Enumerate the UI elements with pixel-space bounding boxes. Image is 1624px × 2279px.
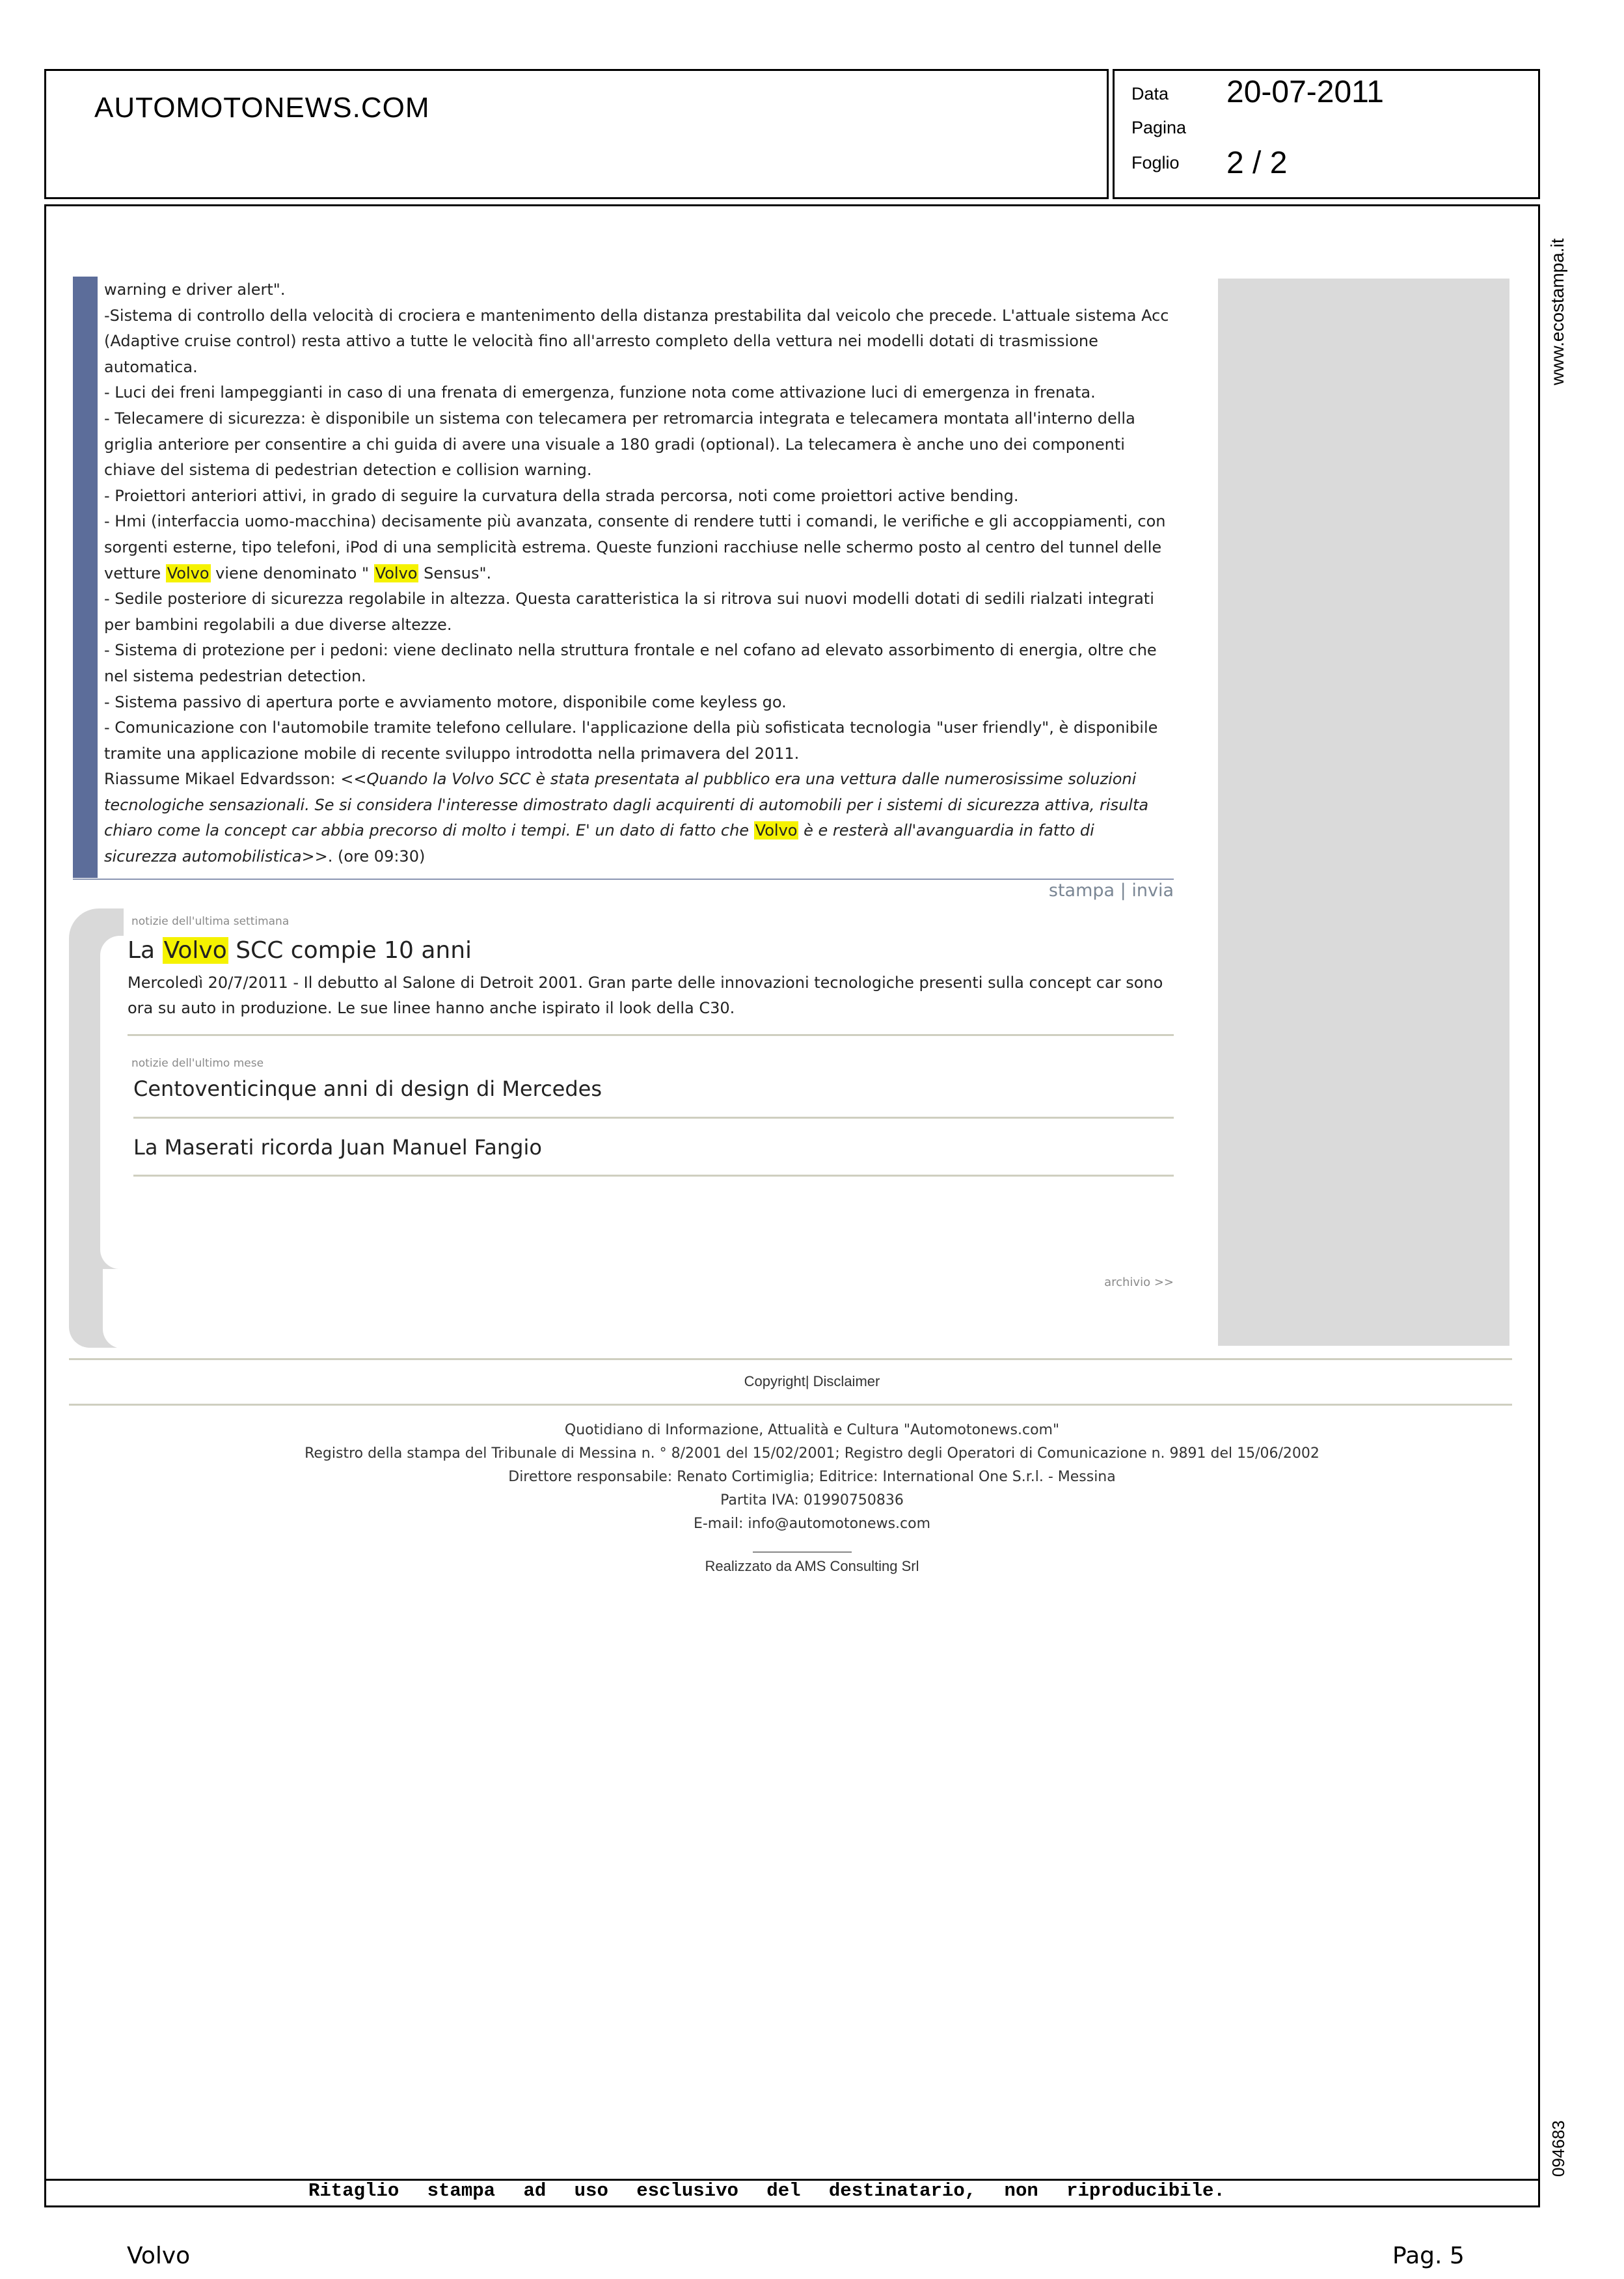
article-paragraph: - Comunicazione con l'automobile tramite telefono cellulare. l'applicazione della più sofisticata tecnologia "user friendly", è disponibile tramite una applicazione mobile di recente sviluppo introdotta nella primavera del 2011. <box>104 718 1158 763</box>
month-news-label: notizie dell'ultimo mese <box>131 1057 264 1070</box>
highlight-volvo: Volvo <box>167 564 210 582</box>
data-value: 20-07-2011 <box>1226 75 1384 109</box>
month-news-item-2[interactable]: La Maserati ricorda Juan Manuel Fangio <box>133 1135 542 1160</box>
footer-legal-links: Copyright| Disclaimer <box>744 1373 880 1389</box>
foglio-value: 2 / 2 <box>1226 146 1288 180</box>
news-box-inner-bottom <box>103 1269 129 1348</box>
article-accent-bar <box>73 277 98 878</box>
week-news-description: Mercoledì 20/7/2011 - Il debutto al Salone di Detroit 2001. Gran parte delle innovazioni tecnologiche presenti sulla concept car sono ora su auto in produzione. Le sue linee hanno anche ispirato il look della C30. <box>128 974 1163 1017</box>
footer-top-rule <box>69 1358 1512 1360</box>
article-paragraph: - Hmi (interfaccia uomo-macchina) decisamente più avanzata, consente di rendere tutti i comandi, le verifiche e gli accoppiamenti, con sorgenti esterne, tipo telefoni, iPod di una semplicità estrema. Queste funzioni racchiuse nelle schermo posto al centro del tunnel delle vetture Volvo viene denominato " Volvo Sensus". <box>104 512 1166 582</box>
footer-short-rule <box>753 1551 852 1553</box>
publication-name: AUTOMOTONEWS.COM <box>94 92 430 124</box>
foglio-label: Foglio <box>1131 153 1180 172</box>
footer-line: Partita IVA: 01990750836 <box>720 1492 904 1508</box>
page-footer-topic: Volvo <box>127 2243 191 2269</box>
article-body <box>104 277 1171 870</box>
pagina-label: Pagina <box>1131 118 1187 137</box>
article-paragraph: - Proiettori anteriori attivi, in grado di seguire la curvatura della strada percorsa, noti come proiettori active bending. <box>104 486 1019 505</box>
right-ad-column <box>1218 279 1509 1346</box>
archivio-link[interactable]: archivio >> <box>1104 1276 1174 1289</box>
article-line: warning e driver alert". <box>104 280 286 299</box>
article-paragraph: - Sedile posteriore di sicurezza regolabile in altezza. Questa caratteristica la si ritrova sui nuovi modelli dotati di sedili rialzati integrati per bambini regolabili a due diverse altezze. <box>104 590 1154 634</box>
week-news-title[interactable]: La Volvo SCC compie 10 anni <box>128 937 472 964</box>
invia-link[interactable]: invia <box>1131 880 1174 901</box>
article-divider <box>73 879 1174 880</box>
footer-line: Registro della stampa del Tribunale di Messina n. ° 8/2001 del 15/02/2001; Registro degli Operatori di Comunicazione n. 9891 del 15/06/2002 <box>304 1445 1320 1462</box>
article-quote: Riassume Mikael Edvardsson: <<Quando la Volvo SCC è stata presentata al pubblico era una vettura dalle numerosissime soluzioni tecnologiche sensazionali. Se si considera l'interesse dimostrato dagli acquirenti di automobili per i sistemi di sicurezza attiva, risulta chiaro come la concept car abbia precorso di molto i tempi. E' un dato di fatto che Volvo è e resterà all'avanguardia in fatto di sicurezza automobilistica>>. (ore 09:30) <box>104 770 1149 866</box>
copyright-link[interactable]: Copyright <box>744 1373 805 1389</box>
document-code: 094683 <box>1549 2120 1568 2177</box>
week-news-label: notizie dell'ultima settimana <box>131 915 290 928</box>
data-label: Data <box>1131 84 1169 103</box>
month-news-divider <box>133 1117 1174 1119</box>
article-paragraph: - Sistema di protezione per i pedoni: viene declinato nella struttura frontale e nel cofano ad elevato assorbimento di energia, oltre che nel sistema pedestrian detection. <box>104 641 1157 685</box>
highlight-volvo: Volvo <box>163 937 227 964</box>
footer-info <box>0 1419 1624 1536</box>
article-actions: stampa | invia <box>1048 880 1174 901</box>
week-news-divider <box>128 1034 1174 1036</box>
article-paragraph: - Luci dei freni lampeggianti in caso di una frenata di emergenza, funzione nota come attivazione luci di emergenza in frenata. <box>104 383 1096 402</box>
disclaimer-link[interactable]: Disclaimer <box>813 1373 880 1389</box>
page-footer-number: Pag. 5 <box>1392 2243 1465 2269</box>
article-paragraph: - Sistema passivo di apertura porte e avviamento motore, disponibile come keyless go. <box>104 692 787 711</box>
article-paragraph: - Telecamere di sicurezza: è disponibile un sistema con telecamera per retromarcia integrata e telecamera montata all'interno della griglia anteriore per consentire a chi guida di avere una visuale a 180 gradi (optional). La telecamera è anche uno dei componenti chiave del sistema di pedestrian detection e collision warning. <box>104 409 1135 480</box>
highlight-volvo: Volvo <box>755 821 798 840</box>
clip-note: Ritaglio stampa ad uso esclusivo del destinatario, non riproducibile. <box>308 2180 1225 2202</box>
footer-email[interactable]: E-mail: info@automotonews.com <box>693 1516 931 1532</box>
footer-credits: Realizzato da AMS Consulting Srl <box>705 1558 919 1574</box>
header-publication-box <box>44 69 1109 199</box>
stampa-link[interactable]: stampa <box>1048 880 1115 901</box>
month-news-divider <box>133 1175 1174 1177</box>
month-news-item-1[interactable]: Centoventicinque anni di design di Mercedes <box>133 1076 602 1101</box>
highlight-volvo: Volvo <box>375 564 418 582</box>
footer-line: Quotidiano di Informazione, Attualità e Cultura "Automotonews.com" <box>564 1422 1060 1438</box>
footer-rule <box>69 1404 1512 1406</box>
ecostampa-url: www.ecostampa.it <box>1547 238 1567 385</box>
article-paragraph: -Sistema di controllo della velocità di crociera e mantenimento della distanza prestabilita dal veicolo che precede. L'attuale sistema Acc (Adaptive cruise control) resta attivo a tutte le velocità fino all'arresto completo della vettura nei modelli dotati di trasmissione automatica. <box>104 306 1169 376</box>
footer-line: Direttore responsabile: Renato Cortimiglia; Editrice: International One S.r.l. - Messina <box>508 1469 1116 1485</box>
header-meta-box <box>1113 69 1540 199</box>
